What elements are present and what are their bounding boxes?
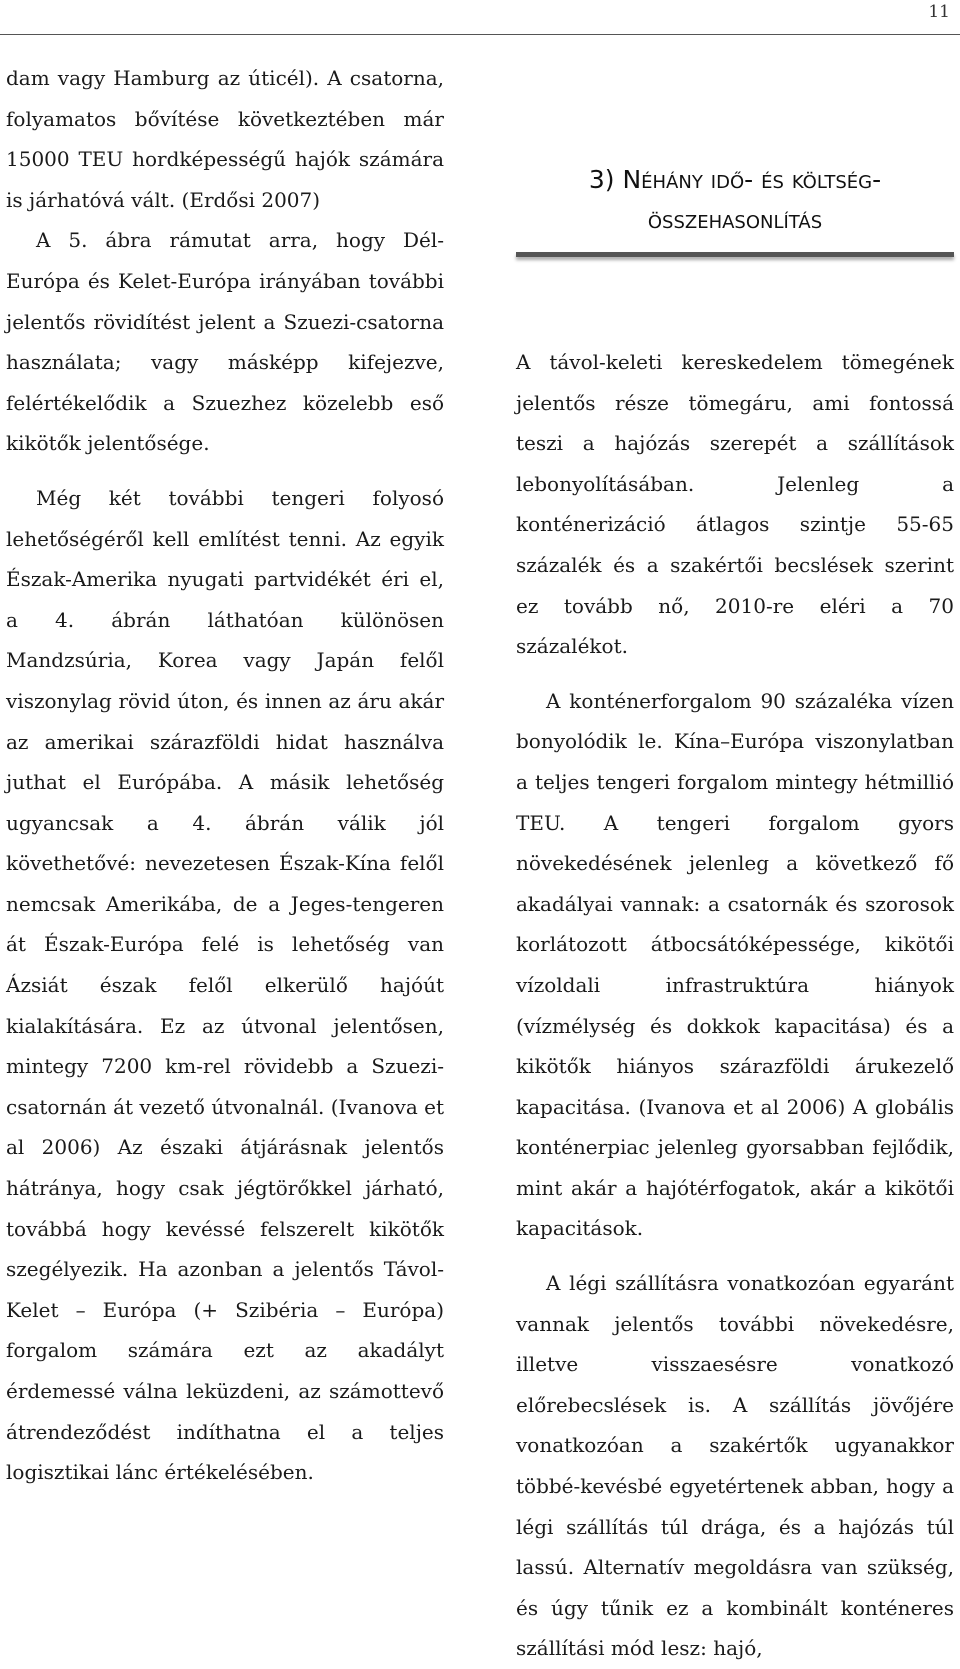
paragraph: A légi szállításra vonatkozóan egyaránt vannak jelentős további növekedésre, illetve visszaesésre vonatkozó előrebecslések is. A szállítás jövőjére vonatkozóan a szakértők ugyanakkor többé-kevésbé egyetértenek abban, hogy a légi szállítás túl drága, és a hajózás túl lassú. Alternatív megoldásra van szükség, és úgy tűnik ez a kombinált konténeres szállítási mód lesz: hajó, — [516, 1271, 954, 1661]
section-heading: 3) Néhány idő- és költség-összehasonlítás — [588, 165, 882, 234]
paragraph: Még két további tengeri folyosó lehetőségéről kell említést tenni. Az egyik Észak-Amerika nyugati partvidékét éri el, a 4. ábrán láthatóan különösen Mandzsúria, Korea vagy Japán felől viszonylag rövid úton, és innen az áru akár az amerikai szárazföldi hidat használva juthat el Európába. A másik lehetőség ugyancsak a 4. ábrán válik jól követhetővé: nevezetesen Észak-Kína felől nemcsak Amerikába, de a Jeges-tengeren át Észak-Európa felé is lehetőség van Ázsiát észak felől elkerülő hajóút kialakítására. Ez az útvonal jelentősen, mintegy 7200 km-rel rövidebb a Szuezi-csatornán át vezető útvonalnál. (Ivanova et al 2006) Az északi átjárásnak jelentős hátránya, hogy csak jégtörőkkel járható, továbbá hogy kevéssé felszerelt kikötők szegélyezik. Ha azonban a jelentős Távol-Kelet – Európa (+ Szibéria – Európa) forgalom számára ezt az akadályt érdemessé válna leküzdeni, az számottevő átrendeződést indíthatna el a teljes logisztikai lánc értékelésében. — [6, 485, 445, 1485]
right-column — [516, 342, 954, 1669]
header-rule — [0, 34, 960, 35]
left-column — [6, 58, 444, 1493]
page-number: 11 — [928, 2, 950, 22]
paragraph: dam vagy Hamburg az úticél). A csatorna, folyamatos bővítése következtében már 15000 TEU hordképességű hajók számára is járhatóvá vált. (Erdősi 2007) — [6, 66, 444, 212]
heading-rule — [516, 252, 954, 257]
paragraph: A távol-keleti kereskedelem tömegének jelentős része tömegáru, ami fontossá teszi a hajózás szerepét a szállítások lebonyolításában. Jelenleg a konténerizáció átlagos szintje 55-65 százalék és a szakértői becslések szerint ez tovább nő, 2010-re eléri a 70 százalékot. — [516, 350, 954, 659]
paragraph: A 5. ábra rámutat arra, hogy Dél-Európa és Kelet-Európa irányában további jelentős rövidítést jelent a Szuezi-csatorna használata; vagy másképp kifejezve, felértékelődik a Szuezhez közelebb eső kikötők jelentősége. — [6, 228, 444, 456]
paragraph: A konténerforgalom 90 százaléka vízen bonyolódik le. Kína–Európa viszonylatban a teljes tengeri forgalom mintegy hétmillió TEU. A tengeri forgalom gyors növekedésének jelenleg a következő fő akadályai vannak: a csatornák és szorosok korlátozott átbocsátóképessége, kikötői vízoldali infrastruktúra hiányok (vízmélység és dokkok kapacitása) és a kikötők hiányos szárazföldi árukezelő kapacitása. (Ivanova et al 2006) A globális konténerpiac jelenleg gyorsabban fejlődik, mint akár a hajótérfogatok, akár a kikötői kapacitások. — [516, 688, 954, 1241]
